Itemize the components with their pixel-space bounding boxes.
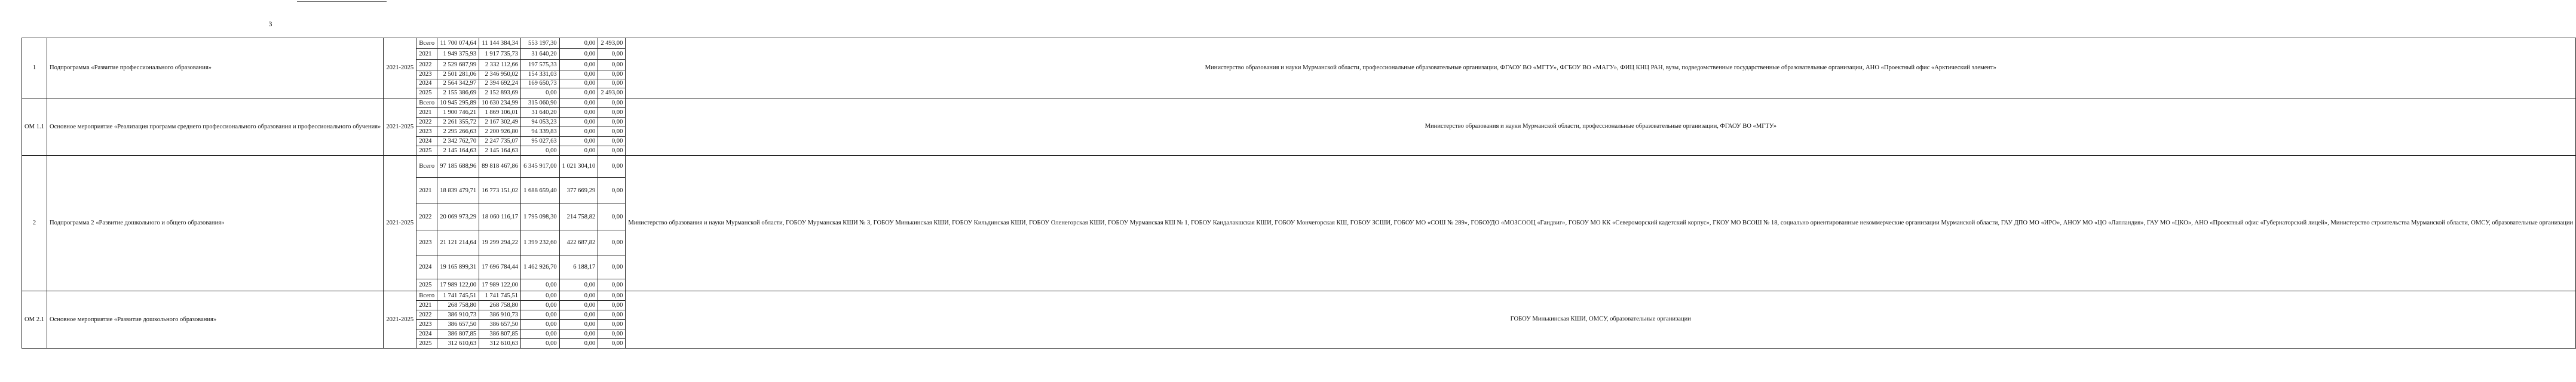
column-2-value: 386 910,73	[479, 310, 521, 320]
column-3-value: 169 650,73	[521, 79, 560, 88]
column-5-value: 0,00	[598, 137, 626, 146]
page-number: 3	[268, 20, 272, 28]
column-4-value: 377 669,29	[559, 178, 598, 204]
year-cell: 2023	[416, 127, 437, 137]
column-2-value: 16 773 151,02	[479, 178, 521, 204]
section-period: 2021-2025	[384, 156, 416, 291]
column-2-value: 19 299 294,22	[479, 230, 521, 255]
column-2-value: 2 200 926,80	[479, 127, 521, 137]
column-5-value: 0,00	[598, 49, 626, 60]
total-value: 2 295 266,63	[437, 127, 479, 137]
column-4-value: 0,00	[559, 127, 598, 137]
column-3-value: 0,00	[521, 310, 560, 320]
column-3-value: 0,00	[521, 291, 560, 301]
column-5-value: 2 493,00	[598, 88, 626, 98]
column-5-value: 0,00	[598, 255, 626, 279]
column-4-value: 0,00	[559, 60, 598, 70]
total-value: 11 700 074,64	[437, 38, 479, 49]
column-4-value: 0,00	[559, 146, 598, 156]
section-period: 2021-2025	[384, 98, 416, 156]
total-value: 21 121 214,64	[437, 230, 479, 255]
total-value: 2 564 342,97	[437, 79, 479, 88]
section-number: ОМ 2.1	[22, 291, 47, 349]
total-value: 2 261 355,72	[437, 118, 479, 127]
year-cell: 2021	[416, 301, 437, 310]
column-3-value: 553 197,30	[521, 38, 560, 49]
total-value: 386 807,85	[437, 329, 479, 339]
column-5-value: 0,00	[598, 291, 626, 301]
column-5-value: 0,00	[598, 301, 626, 310]
column-2-value: 386 657,50	[479, 320, 521, 329]
column-2-value: 1 917 735,73	[479, 49, 521, 60]
year-cell: Всего	[416, 156, 437, 178]
column-3-value: 94 339,83	[521, 127, 560, 137]
section-name: Подпрограмма 2 «Развитие дошкольного и общего образования»	[47, 156, 383, 291]
section-number: 2	[22, 156, 47, 291]
column-4-value: 0,00	[559, 118, 598, 127]
column-5-value: 0,00	[598, 320, 626, 329]
total-value: 18 839 479,71	[437, 178, 479, 204]
column-4-value: 0,00	[559, 339, 598, 349]
column-5-value: 0,00	[598, 98, 626, 108]
column-5-value: 0,00	[598, 329, 626, 339]
executors-cell: Министерство образования и науки Мурманской области, профессиональные образовательные организации, ФГАОУ ВО «МГТУ»	[626, 98, 2576, 156]
total-value: 2 342 762,70	[437, 137, 479, 146]
executors-cell: Министерство образования и науки Мурманской области, ГОБОУ Мурманская КШИ № 3, ГОБОУ Минькинская КШИ, ГОБОУ Кильдинская КШИ, ГОБОУ Оленегорская КШИ, ГОБОУ Мурманская КШ № 1, ГОБОУ Кандалакшская КШИ, ГОБОУ Мончегорская КШ, ГОБОУ ЗСШИ, ГОБОУ МО «СОШ № 289», ГОБОУДО «МОЗСООЦ «Гандвиг», ГОБОУ МО КК «Североморский кадетский корпус», ГКОУ МО ВСОШ № 18, социально ориентированные некоммерческие организации Мурманской области, ГАУ ДПО МО «ИРО», АНОУ МО «ЦО «Лапландия», ГАУ МО «ЦКО», АНО «Проектный офис «Губернаторский лицей», Министерство строительства Мурманской области, ОМСУ, образовательные организации	[626, 156, 2576, 291]
column-3-value: 1 688 659,40	[521, 178, 560, 204]
year-cell: 2024	[416, 255, 437, 279]
column-4-value: 0,00	[559, 320, 598, 329]
column-3-value: 0,00	[521, 279, 560, 291]
column-2-value: 2 152 893,69	[479, 88, 521, 98]
column-2-value: 386 807,85	[479, 329, 521, 339]
column-3-value: 1 462 926,70	[521, 255, 560, 279]
section-number: ОМ 1.1	[22, 98, 47, 156]
column-5-value: 0,00	[598, 70, 626, 79]
year-cell: Всего	[416, 291, 437, 301]
column-5-value: 0,00	[598, 178, 626, 204]
year-cell: 2023	[416, 320, 437, 329]
total-value: 1 741 745,51	[437, 291, 479, 301]
year-cell: 2023	[416, 70, 437, 79]
table-row	[22, 98, 2576, 108]
column-5-value: 0,00	[598, 204, 626, 230]
total-value: 20 069 973,29	[437, 204, 479, 230]
total-value: 386 910,73	[437, 310, 479, 320]
column-4-value: 0,00	[559, 98, 598, 108]
column-2-value: 1 869 106,01	[479, 108, 521, 118]
year-cell: 2022	[416, 60, 437, 70]
column-4-value: 0,00	[559, 79, 598, 88]
column-4-value: 1 021 304,10	[559, 156, 598, 178]
year-cell: Всего	[416, 38, 437, 49]
budget-table	[22, 38, 2576, 349]
column-2-value: 18 060 116,17	[479, 204, 521, 230]
section-period: 2021-2025	[384, 38, 416, 98]
column-2-value: 10 630 234,99	[479, 98, 521, 108]
column-4-value: 0,00	[559, 310, 598, 320]
section-number: 1	[22, 38, 47, 98]
total-value: 97 185 688,96	[437, 156, 479, 178]
year-cell: 2025	[416, 146, 437, 156]
year-cell: 2021	[416, 108, 437, 118]
total-value: 19 165 899,31	[437, 255, 479, 279]
column-5-value: 0,00	[598, 230, 626, 255]
section-period: 2021-2025	[384, 291, 416, 349]
column-5-value: 0,00	[598, 339, 626, 349]
year-cell: 2025	[416, 279, 437, 291]
year-cell: Всего	[416, 98, 437, 108]
column-5-value: 0,00	[598, 60, 626, 70]
column-3-value: 315 060,90	[521, 98, 560, 108]
total-value: 17 989 122,00	[437, 279, 479, 291]
column-5-value: 2 493,00	[598, 38, 626, 49]
column-2-value: 2 247 735,07	[479, 137, 521, 146]
column-5-value: 0,00	[598, 118, 626, 127]
year-cell: 2023	[416, 230, 437, 255]
column-4-value: 0,00	[559, 49, 598, 60]
column-4-value: 0,00	[559, 279, 598, 291]
total-value: 10 945 295,89	[437, 98, 479, 108]
column-2-value: 312 610,63	[479, 339, 521, 349]
column-5-value: 0,00	[598, 79, 626, 88]
column-3-value: 0,00	[521, 320, 560, 329]
year-cell: 2022	[416, 118, 437, 127]
year-cell: 2024	[416, 79, 437, 88]
column-5-value: 0,00	[598, 127, 626, 137]
total-value: 1 949 375,93	[437, 49, 479, 60]
column-4-value: 0,00	[559, 108, 598, 118]
column-2-value: 2 332 112,66	[479, 60, 521, 70]
column-4-value: 0,00	[559, 88, 598, 98]
column-4-value: 0,00	[559, 301, 598, 310]
column-5-value: 0,00	[598, 279, 626, 291]
top-rule	[297, 1, 387, 2]
column-2-value: 268 758,80	[479, 301, 521, 310]
total-value: 2 529 687,99	[437, 60, 479, 70]
column-3-value: 95 027,63	[521, 137, 560, 146]
column-4-value: 0,00	[559, 137, 598, 146]
section-name: Подпрограмма «Развитие профессионального образования»	[47, 38, 383, 98]
column-3-value: 6 345 917,00	[521, 156, 560, 178]
table-row	[22, 156, 2576, 178]
year-cell: 2024	[416, 137, 437, 146]
column-4-value: 0,00	[559, 329, 598, 339]
column-3-value: 0,00	[521, 88, 560, 98]
column-4-value: 0,00	[559, 291, 598, 301]
column-3-value: 0,00	[521, 329, 560, 339]
total-value: 386 657,50	[437, 320, 479, 329]
column-4-value: 422 687,82	[559, 230, 598, 255]
executors-cell: ГОБОУ Минькинская КШИ, ОМСУ, образовательные организации	[626, 291, 2576, 349]
column-2-value: 89 818 467,86	[479, 156, 521, 178]
year-cell: 2025	[416, 339, 437, 349]
column-2-value: 17 989 122,00	[479, 279, 521, 291]
column-2-value: 2 145 164,63	[479, 146, 521, 156]
column-4-value: 214 758,82	[559, 204, 598, 230]
table-body	[22, 38, 2576, 349]
column-2-value: 2 346 950,02	[479, 70, 521, 79]
column-3-value: 1 399 232,60	[521, 230, 560, 255]
executors-cell: Министерство образования и науки Мурманской области, профессиональные образовательные организации, ФГАОУ ВО «МГТУ», ФГБОУ ВО «МАГУ», ФИЦ КНЦ РАН, вузы, подведомственные государственные образовательные организации, АНО «Проектный офис «Арктический элемент»	[626, 38, 2576, 98]
table-row	[22, 38, 2576, 49]
column-3-value: 0,00	[521, 301, 560, 310]
column-3-value: 0,00	[521, 339, 560, 349]
column-4-value: 6 188,17	[559, 255, 598, 279]
year-cell: 2021	[416, 178, 437, 204]
total-value: 1 900 746,21	[437, 108, 479, 118]
total-value: 268 758,80	[437, 301, 479, 310]
column-5-value: 0,00	[598, 108, 626, 118]
column-3-value: 31 640,20	[521, 49, 560, 60]
column-5-value: 0,00	[598, 156, 626, 178]
column-5-value: 0,00	[598, 146, 626, 156]
column-4-value: 0,00	[559, 70, 598, 79]
column-2-value: 17 696 784,44	[479, 255, 521, 279]
column-2-value: 2 167 302,49	[479, 118, 521, 127]
section-name: Основное мероприятие «Реализация программ среднего профессионального образования и профессионального обучения»	[47, 98, 383, 156]
section-name: Основное мероприятие «Развитие дошкольного образования»	[47, 291, 383, 349]
table-row	[22, 291, 2576, 301]
column-2-value: 11 144 384,34	[479, 38, 521, 49]
column-5-value: 0,00	[598, 310, 626, 320]
total-value: 2 155 386,69	[437, 88, 479, 98]
total-value: 2 501 281,06	[437, 70, 479, 79]
total-value: 312 610,63	[437, 339, 479, 349]
column-3-value: 154 331,03	[521, 70, 560, 79]
column-3-value: 94 053,23	[521, 118, 560, 127]
column-3-value: 1 795 098,30	[521, 204, 560, 230]
year-cell: 2024	[416, 329, 437, 339]
year-cell: 2022	[416, 204, 437, 230]
column-3-value: 197 575,33	[521, 60, 560, 70]
column-3-value: 31 640,20	[521, 108, 560, 118]
column-3-value: 0,00	[521, 146, 560, 156]
column-2-value: 2 394 692,24	[479, 79, 521, 88]
column-2-value: 1 741 745,51	[479, 291, 521, 301]
year-cell: 2025	[416, 88, 437, 98]
year-cell: 2022	[416, 310, 437, 320]
total-value: 2 145 164,63	[437, 146, 479, 156]
column-4-value: 0,00	[559, 38, 598, 49]
year-cell: 2021	[416, 49, 437, 60]
